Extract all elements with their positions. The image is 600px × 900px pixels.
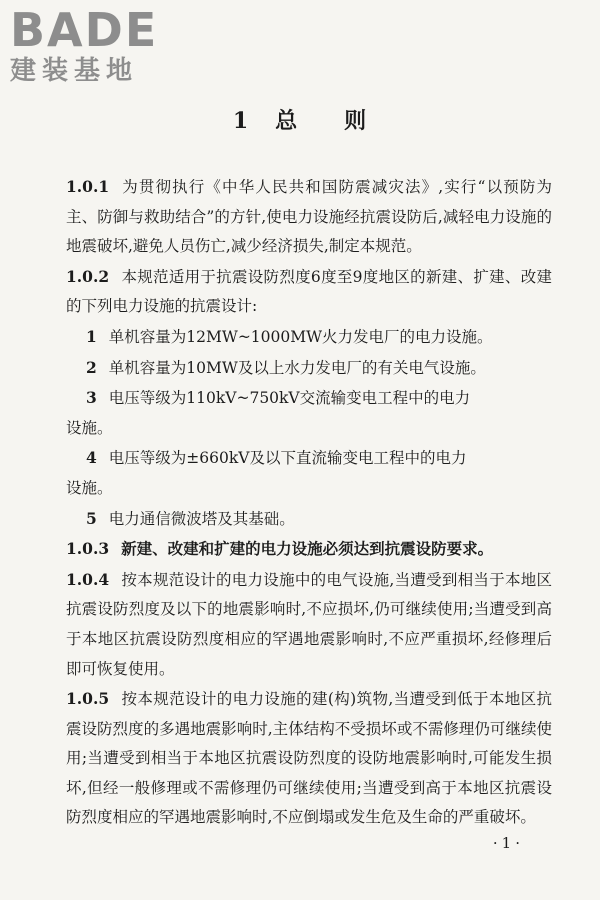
item-text-continuation: 设施。: [66, 478, 113, 497]
list-item-1: [66, 322, 552, 353]
logo-subtitle: 建装基地: [10, 56, 139, 86]
item-text: 电压等级为110kV~750kV交流输变电工程中的电力: [108, 389, 471, 408]
clause-text: 本规范适用于抗震设防烈度6度至9度地区的新建、扩建、改建的下列电力设施的抗震设计:: [66, 267, 552, 316]
item-number: 5: [86, 508, 97, 528]
clause-text: 为贯彻执行《中华人民共和国防震减灾法》,实行“以预防为主、防御与救助结合”的方针,使电力设施经抗震设防后,减轻电力设施的地震破坏,避免人员伤亡,减少经济损失,制定本规范。: [66, 178, 552, 256]
logo-mark: BADE: [10, 3, 159, 57]
document-body: [66, 172, 552, 833]
chapter-number: 1: [232, 108, 250, 134]
item-text: 电压等级为±660kV及以下直流输变电工程中的电力: [108, 449, 467, 468]
clause-number: 1.0.3: [66, 539, 110, 559]
item-number: 4: [86, 448, 97, 468]
clause-1-0-5: [66, 684, 552, 833]
clause-text: 按本规范设计的电力设施中的电气设施,当遭受到相当于本地区抗震设防烈度及以下的地震影响时,不应损坏,仍可继续使用;当遭受到高于本地区抗震设防烈度相应的罕遇地震影响时,不应严重损坏,经修理后即可恢复使用。: [66, 570, 552, 678]
clause-number: 1.0.1: [66, 177, 110, 196]
clause-text: 按本规范设计的电力设施的建(构)筑物,当遭受到低于本地区抗震设防烈度的多遇地震影响时,主体结构不受损坏或不需修理仍可继续使用;当遭受到相当于本地区抗震设防烈度的设防地震影响时,可能发生损坏,但经一般修理或不需修理仍可继续使用;当遭受到高于本地区抗震设防烈度相应的罕遇地震影响时,不应倒塌或发生危及生命的严重破坏。: [66, 690, 552, 827]
page-number: ·1·: [492, 834, 524, 852]
list-item-2: [66, 353, 552, 384]
item-text: 单机容量为10MW及以上水力发电厂的有关电气设施。: [108, 358, 486, 377]
item-number: 2: [86, 357, 97, 377]
clause-number: 1.0.4: [66, 569, 110, 589]
chapter-title-char-1: 总: [275, 108, 299, 134]
chapter-title-char-2: 则: [344, 108, 368, 134]
list-item-5: [66, 504, 552, 535]
logo: [10, 3, 180, 86]
item-number: 3: [86, 388, 97, 408]
clause-number: 1.0.5: [66, 689, 110, 709]
clause-1-0-1: [66, 172, 552, 262]
clause-1-0-4: [66, 565, 552, 684]
item-text-continuation: 设施。: [66, 418, 113, 437]
chapter-title: [0, 104, 600, 135]
item-number: 1: [86, 326, 97, 346]
list-item-3: [66, 383, 552, 443]
list-item-4: [66, 443, 552, 503]
clause-1-0-3: [66, 534, 552, 565]
item-text: 电力通信微波塔及其基础。: [108, 509, 295, 528]
clause-number: 1.0.2: [66, 266, 110, 286]
clause-text: 新建、改建和扩建的电力设施必须达到抗震设防要求。: [121, 539, 494, 559]
clause-1-0-2: [66, 262, 552, 322]
item-text: 单机容量为12MW~1000MW火力发电厂的电力设施。: [108, 327, 493, 346]
